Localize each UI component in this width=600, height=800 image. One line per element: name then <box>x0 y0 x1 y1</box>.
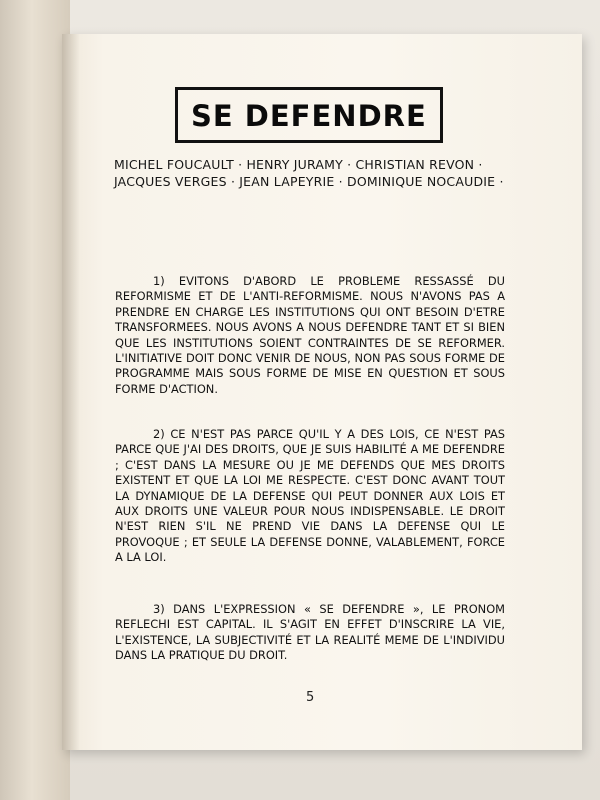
paragraph-2 <box>115 427 505 566</box>
left-page-edge <box>0 0 70 800</box>
paragraph-2-text: 2) CE N'EST PAS PARCE QU'IL Y A DES LOIS, CE N'EST PAS PARCE QUE J'AI DES DROITS, QUE JE SUIS HABILITÉ A ME DEFENDRE ; C'EST DANS LA MESURE OU JE ME DEFENDS QUE MES DROITS EXISTENT ET QUE LA LOI ME RESPECTE. C'EST DONC AVANT TOUT LA DYNAMIQUE DE LA DEFENSE QUI PEUT DONNER AUX LOIS ET AUX DROITS UNE VALEUR POUR NOUS INDISPENSABLE. LE DROIT N'EST RIEN S'IL NE PREND VIE DANS LA DEFENSE QUI LE PROVOQUE ; ET SEULE LA DEFENSE DONNE, VALABLEMENT, FORCE A LA LOI. <box>115 427 505 565</box>
paragraph-1 <box>115 274 505 397</box>
paragraph-1-text: 1) EVITONS D'ABORD LE PROBLEME RESSASSÉ DU REFORMISME ET DE L'ANTI-REFORMISME. NOUS N'AVONS PAS A PRENDRE EN CHARGE LES INSTITUTIONS QUI ONT BESOIN D'ETRE TRANSFORMEES. NOUS AVONS A NOUS DEFENDRE TANT ET SI BIEN QUE LES INSTITUTIONS SOIENT CONTRAINTES DE SE REFORMER. L'INITIATIVE DOIT DONC VENIR DE NOUS, NON PAS SOUS FORME DE PROGRAMME MAIS SOUS FORME DE MISE EN QUESTION ET SOUS FORME D'ACTION. <box>115 274 505 396</box>
authors-list: MICHEL FOUCAULT · HENRY JURAMY · CHRISTIAN REVON · JACQUES VERGES · JEAN LAPEYRIE · DOMINIQUE NOCAUDIE · <box>114 157 504 189</box>
booklet-page <box>62 34 582 750</box>
page-title: SE DEFENDRE <box>175 87 443 143</box>
page-spine-shadow <box>62 34 80 750</box>
paragraph-3-text: 3) DANS L'EXPRESSION « SE DEFENDRE », LE PRONOM REFLECHI EST CAPITAL. IL S'AGIT EN EFFET D'INSCRIRE LA VIE, L'EXISTENCE, LA SUBJECTIVITÉ ET LA REALITÉ MEME DE L'INDIVIDU DANS LA PRATIQUE DU DROIT. <box>115 602 505 663</box>
page-number: 5 <box>306 690 315 705</box>
paragraph-3 <box>115 602 505 664</box>
